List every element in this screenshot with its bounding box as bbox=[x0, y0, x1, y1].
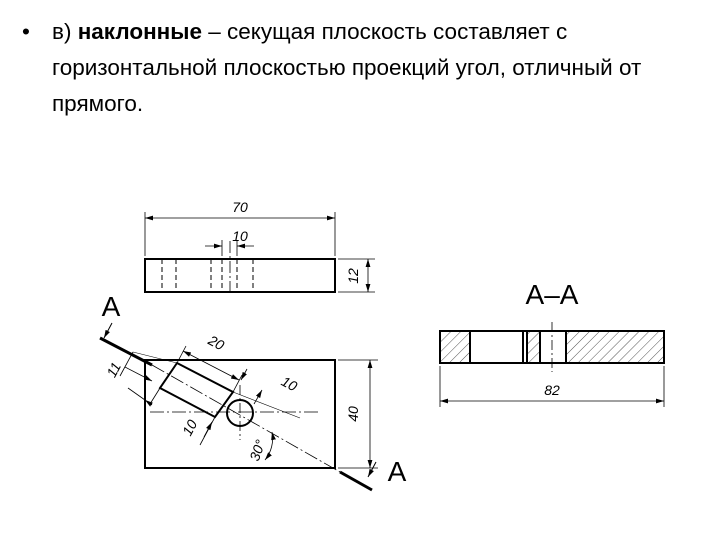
plan-view bbox=[100, 291, 407, 490]
dimension-20: 20 bbox=[205, 331, 227, 354]
dimension-angle: 30° bbox=[246, 437, 269, 463]
section-view bbox=[440, 279, 664, 407]
cut-label-top: А bbox=[101, 291, 121, 322]
dimension-82: 82 bbox=[544, 382, 560, 398]
definition-body: – секущая плоскость составляет с горизонтальной плоскостью проекций угол, отличный от прямого. bbox=[52, 19, 642, 116]
section-title: А–А bbox=[525, 279, 579, 310]
dimension-40: 40 bbox=[345, 406, 361, 422]
front-view-outline bbox=[145, 259, 335, 292]
dimension-10-hole: 10 bbox=[232, 228, 248, 244]
definition-prefix: в) bbox=[52, 19, 78, 44]
plan-outline bbox=[145, 360, 335, 468]
dimension-10-slot: 10 bbox=[178, 417, 201, 439]
definition-term: наклонные bbox=[77, 19, 202, 44]
cutting-plane-start bbox=[100, 338, 152, 365]
hidden-lines bbox=[162, 259, 253, 292]
cut-arrow-top bbox=[104, 323, 112, 338]
dimension-70: 70 bbox=[232, 199, 248, 215]
bullet-marker: • bbox=[22, 19, 30, 44]
cut-arrow-bottom bbox=[368, 462, 376, 477]
dimension-12: 12 bbox=[345, 268, 361, 284]
dimension-11: 11 bbox=[103, 359, 125, 380]
front-view bbox=[145, 199, 375, 296]
cut-label-bottom: А bbox=[387, 456, 407, 487]
dimension-10-offset: 10 bbox=[278, 372, 300, 395]
cutting-plane-end bbox=[340, 472, 372, 490]
